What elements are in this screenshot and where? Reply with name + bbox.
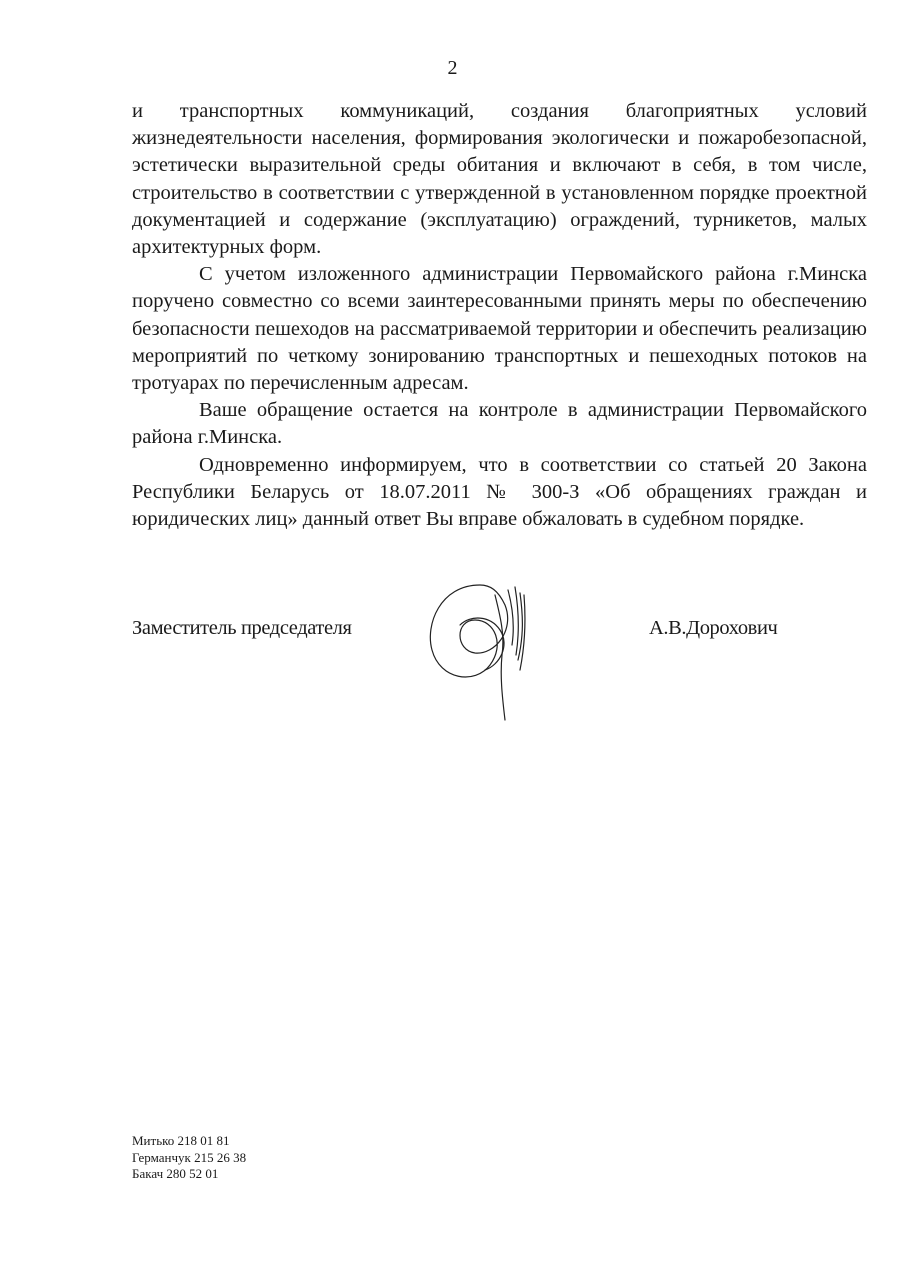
paragraph-2: С учетом изложенного администрации Первомайского района г.Минска поручено совместно со всеми заинтересованными принять меры по обеспечению безопасности пешеходов на рассматриваемой территории и обеспечить реализацию мероприятий по четкому зонированию транспортных и пешеходных потоков на тротуарах по перечисленным адресам. [132,263,867,395]
signer-name: А.В.Дорохович [649,617,778,639]
paragraph-1: и транспортных коммуникаций, создания благоприятных условий жизнедеятельности населения, формирования экологически и пожаробезопасной, эстетически выразительной среды обитания и включают в себя, в том числе, строительство в соответствии с утвержденной в установленном порядке проектной документацией и содержание (эксплуатацию) ограждений, турникетов, малых архитектурных форм. [132,100,867,259]
page-number: 2 [447,57,458,79]
contact-item: Митько 218 01 81 [132,1133,230,1148]
paragraph-3: Ваше обращение остается на контроле в администрации Первомайского района г.Минска. [132,399,867,449]
contacts-list [132,1133,246,1183]
signer-title: Заместитель председателя [132,617,352,639]
handwritten-signature [420,575,560,725]
contact-item: Германчук 215 26 38 [132,1149,247,1165]
letter-body [132,98,867,533]
signature-scribble [508,587,525,670]
paragraph-4: Одновременно информируем, что в соответствии со статьей 20 Закона Республики Беларусь от 18.07.2011 № 300-З «Об обращениях граждан и юридических лиц» данный ответ Вы вправе обжаловать в судебном порядке. [132,453,867,531]
contact-item: Бакач 280 52 01 [132,1166,219,1181]
